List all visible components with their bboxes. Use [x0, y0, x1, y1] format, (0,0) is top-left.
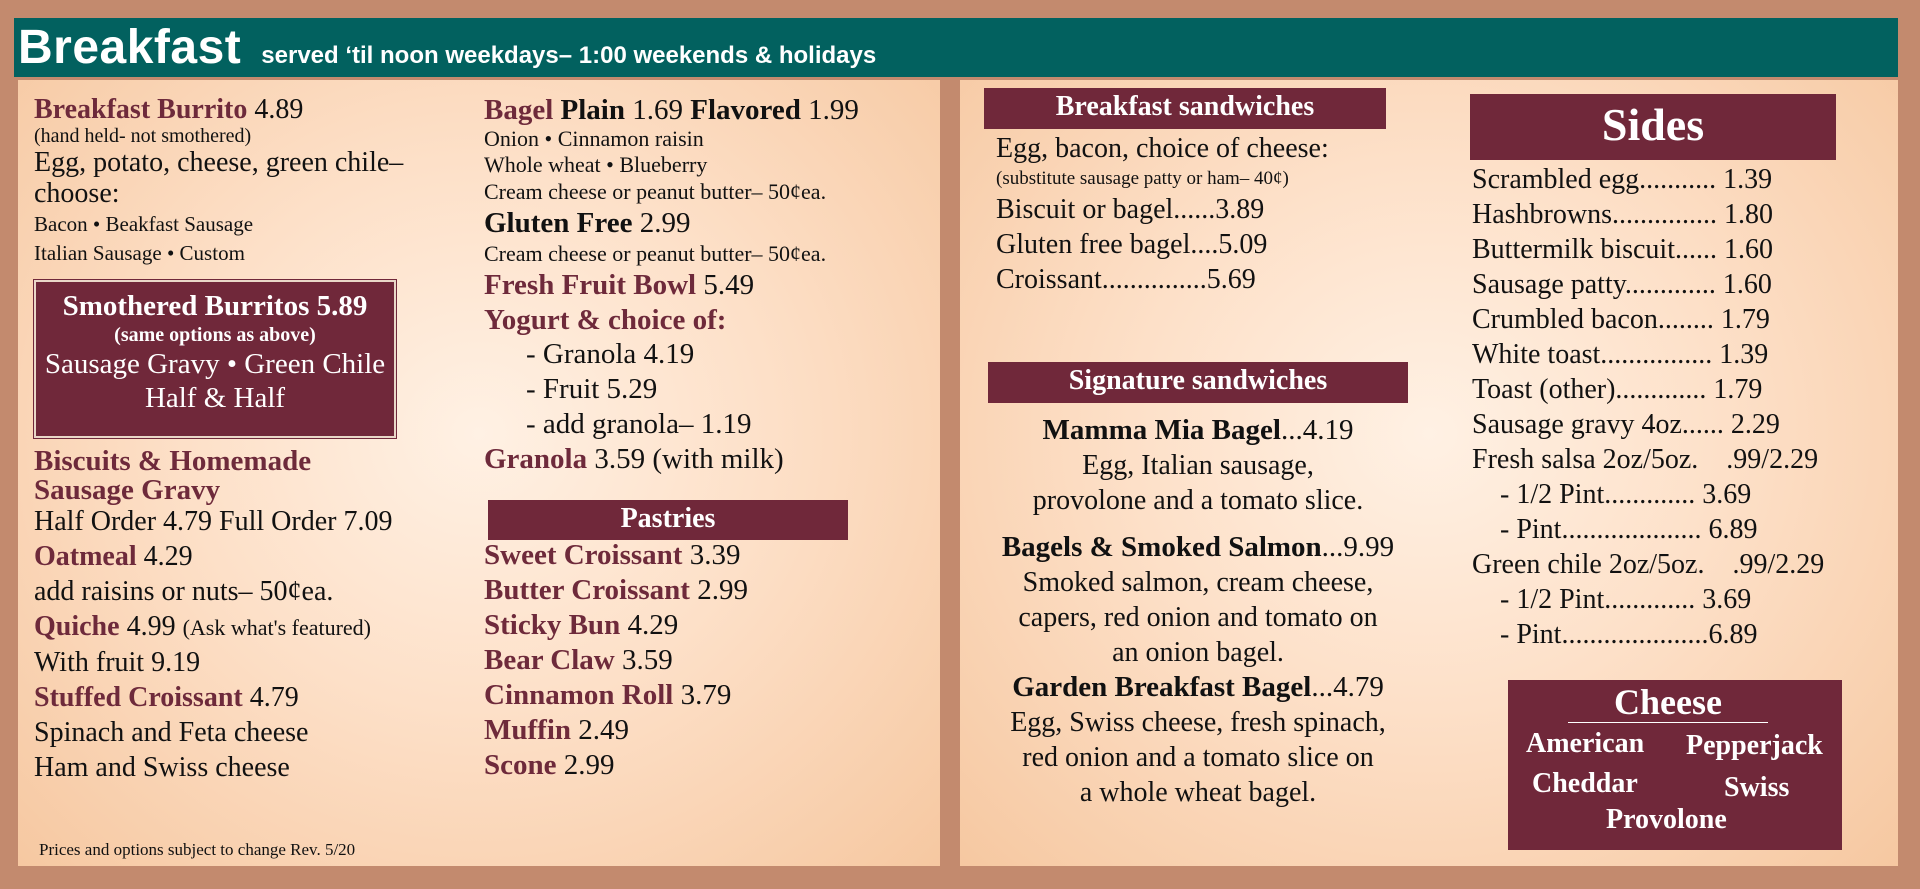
breakfast-sandwich-item: Gluten free bagel....5.09	[996, 229, 1268, 260]
yogurt-option-1: - Granola 4.19	[526, 338, 695, 370]
cheese-cheddar: Cheddar	[1532, 768, 1638, 799]
pastry-item	[484, 608, 884, 643]
breakfast-burrito-options-2: Italian Sausage • Custom	[34, 241, 245, 265]
breakfast-sandwiches-title: Breakfast sandwiches	[984, 88, 1386, 129]
breakfast-sandwich-item: Croissant...............5.69	[996, 264, 1256, 295]
bagel-plain-price: 1.69	[632, 94, 683, 126]
biscuits-gravy-name-1: Biscuits & Homemade	[34, 445, 312, 477]
stuffed-croissant-option-1: Spinach and Feta cheese	[34, 717, 309, 748]
smothered-burritos-title: Smothered Burritos 5.89	[62, 290, 368, 322]
smoked-salmon-desc-1: Smoked salmon, cream cheese,	[1022, 567, 1374, 598]
pastry-item	[484, 573, 884, 608]
breakfast-sandwiches	[996, 132, 1416, 312]
breakfast-burrito-price: 4.89	[254, 94, 304, 125]
breakfast-burrito-desc-2: choose:	[34, 178, 120, 209]
pastry-name: Sticky Bun	[484, 609, 621, 641]
stuffed-croissant-option-2: Ham and Swiss cheese	[34, 752, 290, 783]
pastry-price: 3.79	[680, 679, 732, 711]
smoked-salmon-price: ...9.99	[1321, 531, 1395, 563]
gluten-free-price: 2.99	[639, 207, 691, 239]
breakfast-sandwiches-note: (substitute sausage patty or ham– 40¢)	[996, 168, 1289, 189]
pastries-title: Pastries	[488, 500, 848, 540]
breakfast-burrito-name: Breakfast Burrito	[34, 94, 248, 125]
bagel-name: Bagel	[484, 94, 554, 126]
yogurt-option-3: - add granola– 1.19	[526, 408, 752, 440]
pastry-item	[484, 713, 884, 748]
garden-bagel-desc-3: a whole wheat bagel.	[1079, 777, 1317, 808]
side-item: Scrambled egg........... 1.39	[1472, 164, 1773, 195]
mamma-mia-name: Mamma Mia Bagel	[1042, 414, 1281, 446]
pastry-price: 2.99	[697, 574, 748, 606]
side-item: White toast................ 1.39	[1472, 339, 1769, 370]
pastry-name: Butter Croissant	[484, 574, 690, 606]
pastry-price: 3.39	[689, 539, 741, 571]
side-item: Sausage patty............. 1.60	[1472, 269, 1772, 300]
side-item: Hashbrowns............... 1.80	[1472, 199, 1773, 230]
side-item: - 1/2 Pint............. 3.69	[1472, 584, 1752, 615]
bagel-spread: Cream cheese or peanut butter– 50¢ea.	[484, 179, 827, 204]
cheese-swiss: Swiss	[1724, 772, 1790, 803]
left-menu-panel	[18, 80, 940, 866]
quiche-fruit: With fruit 9.19	[34, 647, 201, 678]
breakfast-sandwich-item: Biscuit or bagel......3.89	[996, 194, 1265, 225]
stuffed-croissant-name: Stuffed Croissant	[34, 682, 243, 713]
side-item: Green chile 2oz/5oz. .99/2.29	[1472, 549, 1825, 580]
breakfast-burrito-options-1: Bacon • Beakfast Sausage	[34, 212, 254, 236]
sides-title: Sides	[1470, 94, 1836, 160]
pastry-item	[484, 643, 884, 678]
oatmeal-name: Oatmeal	[34, 541, 137, 572]
fruit-bowl-name: Fresh Fruit Bowl	[484, 269, 697, 301]
oatmeal-desc: add raisins or nuts– 50¢ea.	[34, 576, 334, 607]
cheese-provolone: Provolone	[1606, 804, 1727, 835]
yogurt-name: Yogurt & choice of:	[484, 304, 727, 336]
column-1	[34, 94, 454, 854]
breakfast-burrito-note: (hand held- not smothered)	[34, 125, 252, 147]
menu-title: Breakfast	[18, 21, 242, 74]
footnote: Prices and options subject to change Rev. 5/20	[39, 840, 356, 859]
biscuits-gravy-prices: Half Order 4.79 Full Order 7.09	[34, 506, 393, 537]
bagel-flavors-1: Onion • Cinnamon raisin	[484, 126, 704, 151]
bagel-flavors-2: Whole wheat • Blueberry	[484, 152, 708, 177]
pastry-name: Scone	[484, 749, 557, 781]
menu-header	[14, 18, 1898, 77]
cheese-box	[1508, 680, 1842, 850]
smoked-salmon-name: Bagels & Smoked Salmon	[1001, 531, 1322, 563]
cheese-title: Cheese	[1568, 682, 1768, 723]
oatmeal-price: 4.29	[143, 541, 193, 572]
bagel-flavored-price: 1.99	[808, 94, 859, 126]
pastry-price: 3.59	[622, 644, 673, 676]
mamma-mia-desc-2: provolone and a tomato slice.	[1032, 485, 1364, 516]
pastry-price: 4.29	[627, 609, 679, 641]
pastry-name: Cinnamon Roll	[484, 679, 674, 711]
sides-list	[1472, 162, 1892, 650]
pastry-item	[484, 538, 884, 573]
breakfast-sandwiches-desc: Egg, bacon, choice of cheese:	[996, 133, 1329, 164]
stuffed-croissant-price: 4.79	[249, 682, 299, 713]
cheese-american: American	[1526, 728, 1645, 759]
garden-bagel-desc-1: Egg, Swiss cheese, fresh spinach,	[1010, 707, 1386, 738]
side-item: Sausage gravy 4oz...... 2.29	[1472, 409, 1780, 440]
breakfast-burrito-desc-1: Egg, potato, cheese, green chile–	[34, 147, 404, 178]
pastry-name: Muffin	[484, 714, 571, 746]
gluten-free-spread: Cream cheese or peanut butter– 50¢ea.	[484, 241, 827, 266]
cheese-pepperjack: Pepperjack	[1686, 730, 1823, 761]
smoked-salmon-desc-3: an onion bagel.	[1112, 637, 1284, 668]
yogurt-option-2: - Fruit 5.29	[526, 373, 658, 405]
pastry-price: 2.99	[563, 749, 615, 781]
bagel-flavored-label: Flavored	[690, 94, 801, 126]
side-item: - Pint.....................6.89	[1472, 619, 1758, 650]
smoked-salmon-desc-2: capers, red onion and tomato on	[1018, 602, 1378, 633]
pastry-name: Sweet Croissant	[484, 539, 683, 571]
mamma-mia-price: ...4.19	[1280, 414, 1354, 446]
granola-price: 3.59 (with milk)	[594, 443, 784, 475]
side-item: Toast (other)............. 1.79	[1472, 374, 1763, 405]
biscuits-gravy-name-2: Sausage Gravy	[34, 474, 221, 506]
mamma-mia-desc-1: Egg, Italian sausage,	[1082, 450, 1314, 481]
pastry-name: Bear Claw	[484, 644, 615, 676]
smothered-burritos-line-2: Half & Half	[144, 382, 286, 414]
pastries-list	[484, 538, 884, 838]
bagel-plain-label: Plain	[560, 94, 625, 126]
pastry-price: 2.49	[578, 714, 629, 746]
quiche-price: 4.99	[126, 611, 176, 642]
signature-sandwiches-title: Signature sandwiches	[988, 362, 1408, 403]
pastry-item	[484, 678, 884, 713]
quiche-name: Quiche	[34, 611, 120, 642]
smothered-burritos-note: (same options as above)	[114, 324, 316, 346]
gluten-free-name: Gluten Free	[484, 207, 633, 239]
fruit-bowl-price: 5.49	[703, 269, 755, 301]
smothered-burritos-box	[34, 280, 396, 438]
smothered-burritos-line-1: Sausage Gravy • Green Chile	[44, 348, 386, 380]
side-item: Buttermilk biscuit...... 1.60	[1472, 234, 1773, 265]
menu-subtitle: served ‘til noon weekdays– 1:00 weekends & holidays	[261, 42, 877, 69]
garden-bagel-price: ...4.79	[1311, 671, 1384, 703]
side-item: Fresh salsa 2oz/5oz. .99/2.29	[1472, 444, 1819, 475]
garden-bagel-name: Garden Breakfast Bagel	[1012, 671, 1312, 703]
granola-name: Granola	[484, 443, 588, 475]
side-item: - 1/2 Pint............. 3.69	[1472, 479, 1752, 510]
side-item: Crumbled bacon........ 1.79	[1472, 304, 1770, 335]
side-item: - Pint.................... 6.89	[1472, 514, 1758, 545]
garden-bagel-desc-2: red onion and a tomato slice on	[1022, 742, 1374, 773]
signature-sandwiches	[968, 413, 1428, 853]
right-menu-panel	[960, 80, 1898, 866]
pastry-item	[484, 748, 884, 783]
quiche-note: (Ask what's featured)	[182, 615, 372, 640]
